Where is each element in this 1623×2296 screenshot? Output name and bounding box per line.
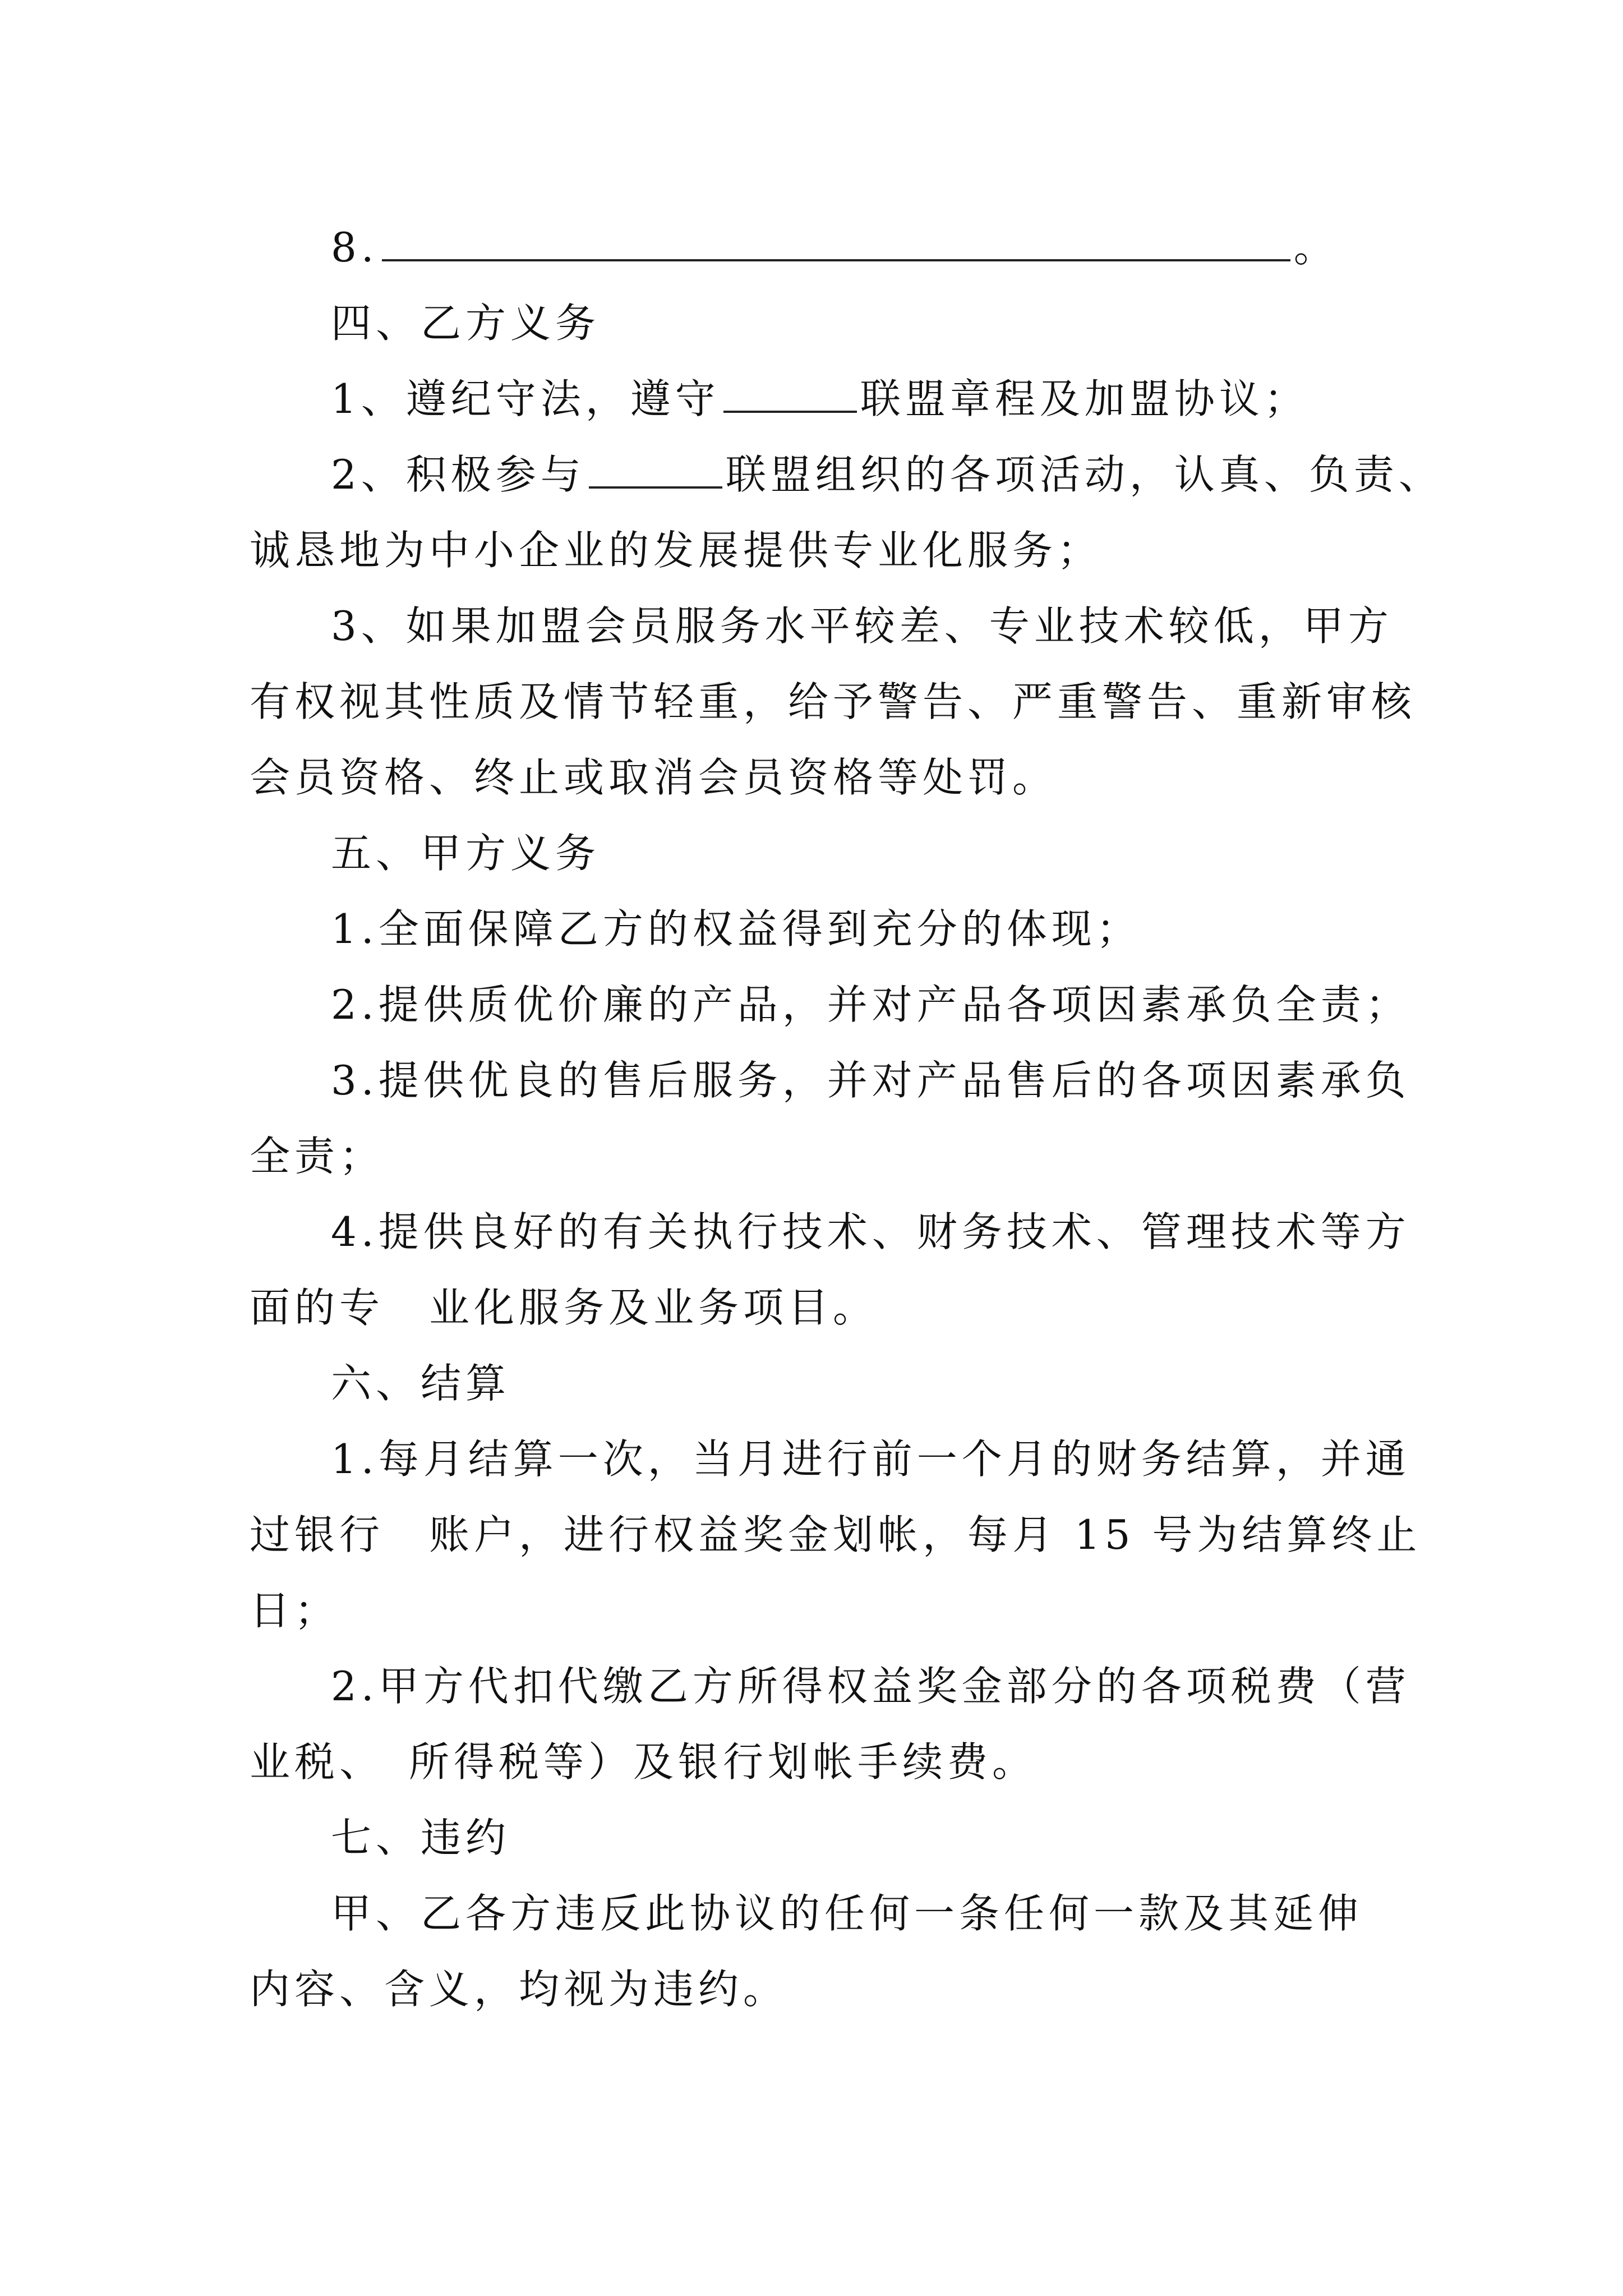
item-8-line: [331, 224, 1339, 271]
section-6-item-2: 2.甲方代扣代缴乙方所得权益奖金部分的各项税费（营: [331, 1663, 1410, 1710]
section-5-item-1: 1.全面保障乙方的权益得到充分的体现；: [331, 905, 1141, 953]
section-5-item-4-cont: 面的专 业化服务及业务项目。: [250, 1284, 878, 1331]
fill-in-blank: [382, 232, 1290, 261]
section-5-item-3-cont: 全责；: [250, 1133, 385, 1180]
section-4-item-2-text-b: 联盟组织的各项活动，认真、负责、: [725, 451, 1444, 498]
section-4-item-2-text-a: 2、积极参与: [331, 451, 585, 498]
section-6-item-1-cont-2: 日；: [250, 1587, 340, 1634]
fill-in-blank: [723, 384, 857, 413]
fill-in-blank: [589, 459, 722, 489]
section-5-heading: 五、甲方义务: [331, 830, 601, 877]
section-6-item-1-cont-1: 过银行 账户，进行权益奖金划帐，每月 15 号为结算终止: [250, 1511, 1422, 1558]
item-8-number: 8.: [331, 224, 379, 271]
section-4-item-1: [331, 375, 1309, 422]
section-6-item-1: 1.每月结算一次，当月进行前一个月的财务结算，并通: [331, 1435, 1410, 1483]
section-5-item-2: 2.提供质优价廉的产品，并对产品各项因素承负全责；: [331, 981, 1410, 1028]
section-4-item-1-text-b: 联盟章程及加盟协议；: [860, 375, 1309, 422]
section-6-heading: 六、结算: [331, 1360, 511, 1407]
section-4-item-3-cont-1: 有权视其性质及情节轻重，给予警告、严重警告、重新审核: [250, 678, 1417, 725]
item-8-end: 。: [1293, 224, 1339, 271]
section-7-heading: 七、违约: [331, 1814, 511, 1861]
section-4-item-2: [331, 451, 1444, 498]
section-5-item-4: 4.提供良好的有关执行技术、财务技术、管理技术等方: [331, 1208, 1410, 1255]
section-4-item-1-text-a: 1、遵纪守法，遵守: [331, 375, 720, 422]
section-7-body-cont: 内容、含义，均视为违约。: [250, 1966, 789, 2013]
section-4-item-3-cont-2: 会员资格、终止或取消会员资格等处罚。: [250, 754, 1058, 801]
section-5-item-3: 3.提供优良的售后服务，并对产品售后的各项因素承负: [331, 1057, 1410, 1104]
section-6-item-2-cont: 业税、 所得税等）及银行划帐手续费。: [250, 1738, 1038, 1786]
section-7-body: 甲、乙各方违反此协议的任何一条任何一款及其延伸: [331, 1890, 1363, 1937]
section-4-heading: 四、乙方义务: [331, 300, 601, 347]
section-4-item-3: 3、如果加盟会员服务水平较差、专业技术较低，甲方: [331, 602, 1393, 650]
section-4-item-2-cont: 诚恳地为中小企业的发展提供专业化服务；: [250, 527, 1103, 574]
